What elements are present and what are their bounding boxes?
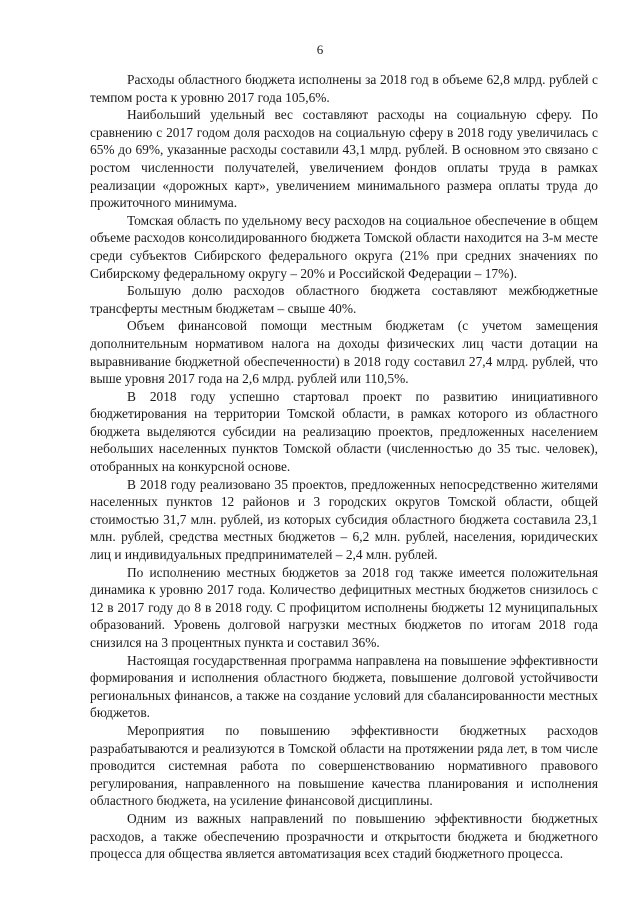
paragraph: По исполнению местных бюджетов за 2018 год также имеется положительная динамика к уровню 2017 года. Количество дефицитных местных бюджетов снизилось с 12 в 2017 году до 8 в 2018 году. С профицитом исполнены бюджеты 12 муниципальных образований. Уровень долговой нагрузки местных бюджетов по итогам 2018 года снизился на 3 процентных пункта и составил 36%. <box>90 564 598 650</box>
paragraph: В 2018 году реализовано 35 проектов, предложенных непосредственно жителями населенных пунктов 12 районов и 3 городских округов Томской области, общей стоимостью 31,7 млн. рублей, из которых субсидия областного бюджета составила 23,1 млн. рублей, средства местных бюджетов – 6,2 млн. рублей, населения, юридических лиц и индивидуальных предпринимателей – 2,4 млн. рублей. <box>90 476 598 563</box>
document-body <box>90 71 598 863</box>
paragraph: Объем финансовой помощи местным бюджетам (с учетом замещения дополнительным нормативом налога на доходы физических лиц части дотации на выравнивание бюджетной обеспеченности) в 2018 году составил 27,4 млрд. рублей, что выше уровня 2017 года на 2,6 млрд. рублей или 110,5%. <box>90 318 598 387</box>
paragraph: Томская область по удельному весу расходов на социальное обеспечение в общем объеме расходов консолидированного бюджета Томской области находится на 3-м месте среди субъектов Сибирского федерального округа (21% при средних значениях по Сибирскому федеральному округу – 20% и Российской Федерации – 17%). <box>90 212 598 281</box>
paragraph: Наибольший удельный вес составляют расходы на социальную сферу. По сравнению с 2017 годом доля расходов на социальную сферу в 2018 году увеличилась с 65% до 69%, указанные расходы составили 43,1 млрд. рублей. В основном это связано с ростом численности получателей, увеличением фондов оплаты труда в рамках реализации «дорожных карт», увеличением минимального размера оплаты труда до прожиточного минимума. <box>90 107 598 211</box>
paragraph: Мероприятия по повышению эффективности бюджетных расходов разрабатываются и реализуются в Томской области на протяжении ряда лет, в том числе проводится системная работа по совершенствованию нормативного правового регулирования, направленного на повышение качества планирования и исполнения областного бюджета, на усиление финансовой дисциплины. <box>90 722 598 809</box>
paragraph: В 2018 году успешно стартовал проект по развитию инициативного бюджетирования на территории Томской области, в рамках которого из областного бюджета выделяются субсидии на реализацию проектов, предложенных населением небольших населенных пунктов Томской области (численностью до 35 тыс. человек), отобранных на конкурсной основе. <box>90 388 598 475</box>
paragraph: Расходы областного бюджета исполнены за 2018 год в объеме 62,8 млрд. рублей с темпом роста к уровню 2017 года 105,6%. <box>90 72 598 105</box>
page-number: 6 <box>316 42 324 57</box>
paragraph: Настоящая государственная программа направлена на повышение эффективности формирования и исполнения областного бюджета, повышение долговой устойчивости региональных финансов, а также на создание условий для сбалансированности местных бюджетов. <box>90 652 598 721</box>
paragraph: Одним из важных направлений по повышению эффективности бюджетных расходов, а также обеспечению прозрачности и открытости бюджета и бюджетного процесса для общества является автоматизация всех стадий бюджетного процесса. <box>90 810 598 862</box>
paragraph: Большую долю расходов областного бюджета составляют межбюджетные трансферты местным бюджетам – свыше 40%. <box>90 283 598 316</box>
